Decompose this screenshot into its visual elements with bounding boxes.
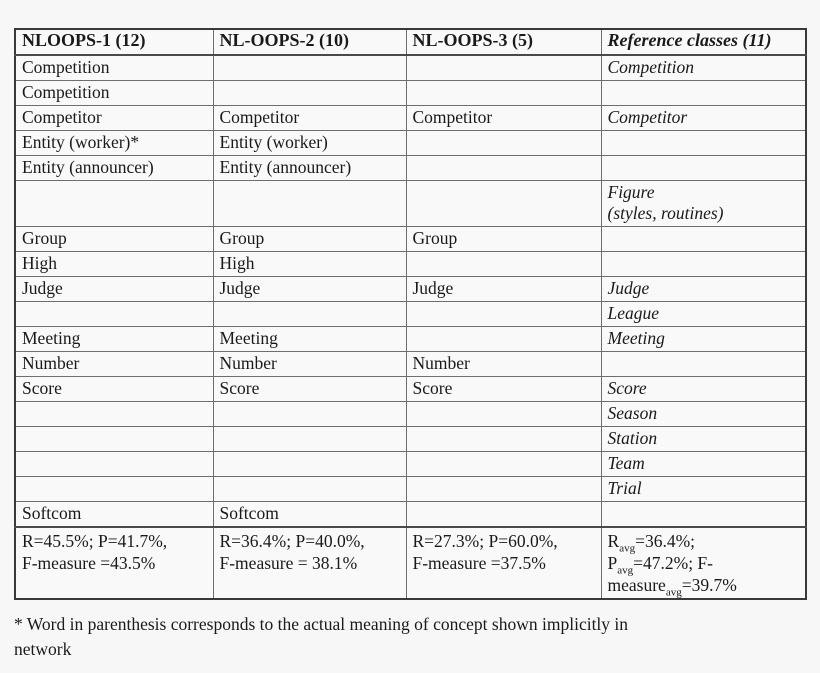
metrics-line2: F-measure = 38.1% [219, 553, 358, 573]
cell-c1: Judge [15, 277, 213, 302]
cell-c2: Number [213, 352, 406, 377]
cell-c3 [406, 181, 601, 227]
cell-c4 [601, 352, 806, 377]
recall-avg-label: R [607, 531, 620, 551]
cell-c2 [213, 452, 406, 477]
cell-c2 [213, 181, 406, 227]
fmeasure-avg-label: measure [607, 575, 666, 595]
cell-c4: Season [601, 402, 806, 427]
cell-c4: Team [601, 452, 806, 477]
cell-c2: Group [213, 227, 406, 252]
cell-c3 [406, 131, 601, 156]
table-footnote [14, 612, 806, 662]
cell-c1: Group [15, 227, 213, 252]
table-row-metrics [15, 527, 806, 599]
metrics-line1: R=36.4%; P=40.0%, [219, 531, 365, 551]
table-row [15, 477, 806, 502]
recall-avg-subscript: avg [619, 542, 636, 555]
table-row [15, 452, 806, 477]
cell-c4: League [601, 302, 806, 327]
cell-c3: Judge [406, 277, 601, 302]
cell-c3 [406, 452, 601, 477]
cell-c4: Station [601, 427, 806, 452]
cell-c2: High [213, 252, 406, 277]
cell-c2 [213, 302, 406, 327]
cell-c1: Score [15, 377, 213, 402]
fmeasure-avg-subscript: avg [665, 586, 682, 599]
table-header [15, 29, 806, 55]
cell-c2: Entity (announcer) [213, 156, 406, 181]
cell-c1: Competition [15, 55, 213, 81]
cell-c1: Competitor [15, 106, 213, 131]
cell-c4 [601, 181, 806, 227]
metrics-line2: F-measure =43.5% [22, 553, 156, 573]
cell-c3 [406, 502, 601, 528]
cell-c1: Entity (worker)* [15, 131, 213, 156]
cell-metrics-average [601, 527, 806, 599]
cell-c3: Number [406, 352, 601, 377]
table-row [15, 327, 806, 352]
cell-c2 [213, 427, 406, 452]
cell-c4 [601, 227, 806, 252]
concept-comparison-table [14, 28, 807, 600]
cell-c1: High [15, 252, 213, 277]
table-row [15, 156, 806, 181]
table-row [15, 81, 806, 106]
cell-c2: Entity (worker) [213, 131, 406, 156]
metrics-line1: R=45.5%; P=41.7%, [22, 531, 168, 551]
cell-c4 [601, 502, 806, 528]
cell-c1 [15, 427, 213, 452]
cell-c4: Trial [601, 477, 806, 502]
cell-c3 [406, 55, 601, 81]
cell-c1 [15, 477, 213, 502]
cell-c3 [406, 252, 601, 277]
cell-c1: Entity (announcer) [15, 156, 213, 181]
cell-c2 [213, 55, 406, 81]
cell-c1 [15, 181, 213, 227]
cell-c2: Competitor [213, 106, 406, 131]
table-row [15, 252, 806, 277]
table-row [15, 302, 806, 327]
table-row [15, 277, 806, 302]
cell-c2: Score [213, 377, 406, 402]
table-row [15, 131, 806, 156]
cell-c2 [213, 477, 406, 502]
metrics-line1: R=27.3%; P=60.0%, [412, 531, 558, 551]
table-row [15, 427, 806, 452]
cell-c3 [406, 81, 601, 106]
precision-avg-value: =47.2%; F- [633, 553, 713, 573]
cell-c1: Number [15, 352, 213, 377]
cell-c3: Group [406, 227, 601, 252]
cell-c4 [601, 252, 806, 277]
cell-c3 [406, 402, 601, 427]
table-row [15, 502, 806, 528]
table-row [15, 106, 806, 131]
cell-c4-main: Figure [607, 182, 655, 202]
table-row [15, 55, 806, 81]
cell-c4: Competitor [601, 106, 806, 131]
table-row [15, 377, 806, 402]
table-row [15, 402, 806, 427]
cell-c4: Meeting [601, 327, 806, 352]
precision-avg-subscript: avg [617, 564, 634, 577]
recall-avg-value: =36.4%; [635, 531, 696, 551]
cell-metrics-nloops1 [15, 527, 213, 599]
cell-c1 [15, 302, 213, 327]
footnote-line-1: * Word in parenthesis corresponds to the actual meaning of concept shown implicitly in [14, 614, 629, 634]
cell-c3: Competitor [406, 106, 601, 131]
cell-c3 [406, 477, 601, 502]
fmeasure-avg-value: =39.7% [681, 575, 737, 595]
cell-c3 [406, 156, 601, 181]
metrics-line2: F-measure =37.5% [412, 553, 546, 573]
cell-c1 [15, 452, 213, 477]
cell-c3: Score [406, 377, 601, 402]
cell-c4: Score [601, 377, 806, 402]
table-row [15, 181, 806, 227]
cell-metrics-nloops3 [406, 527, 601, 599]
cell-c3 [406, 427, 601, 452]
cell-c4-note: (styles, routines) [607, 203, 724, 223]
precision-avg-label: P [607, 553, 618, 573]
cell-c1: Softcom [15, 502, 213, 528]
cell-c4 [601, 156, 806, 181]
cell-c1 [15, 402, 213, 427]
cell-c4 [601, 81, 806, 106]
table-row [15, 227, 806, 252]
cell-c1: Competition [15, 81, 213, 106]
cell-c4: Competition [601, 55, 806, 81]
column-header-reference-classes: Reference classes (11) [601, 29, 806, 55]
cell-c2 [213, 81, 406, 106]
cell-c2: Softcom [213, 502, 406, 528]
table-header-row [15, 29, 806, 55]
column-header-nloops2: NL-OOPS-2 (10) [213, 29, 406, 55]
concept-comparison-table-container [14, 28, 805, 600]
cell-c1: Meeting [15, 327, 213, 352]
table-row [15, 352, 806, 377]
footnote-line-2: network [14, 639, 72, 659]
cell-c2: Meeting [213, 327, 406, 352]
cell-c3 [406, 302, 601, 327]
column-header-nloops3: NL-OOPS-3 (5) [406, 29, 601, 55]
cell-c2: Judge [213, 277, 406, 302]
cell-c2 [213, 402, 406, 427]
cell-c4: Judge [601, 277, 806, 302]
table-body [15, 55, 806, 599]
column-header-nloops1: NLOOPS-1 (12) [15, 29, 213, 55]
cell-c3 [406, 327, 601, 352]
cell-c4 [601, 131, 806, 156]
cell-metrics-nloops2 [213, 527, 406, 599]
